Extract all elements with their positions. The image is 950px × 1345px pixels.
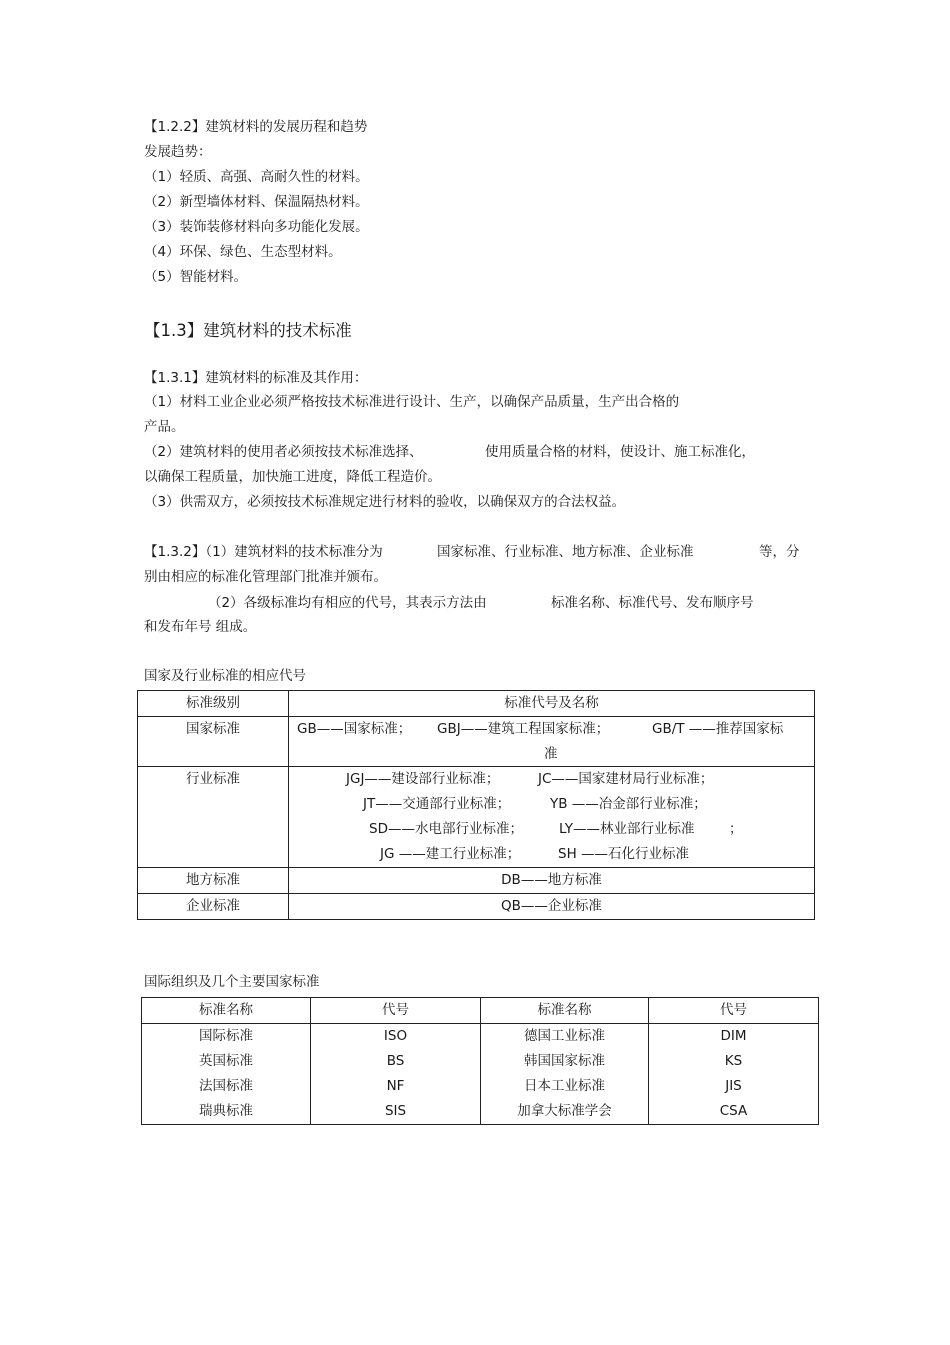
table-cell: 日本工业标准 bbox=[481, 1074, 649, 1099]
codes-cell bbox=[289, 767, 815, 868]
code-text: JG ——建工行业标准； bbox=[380, 846, 521, 862]
section-131-title: 【1.3.1】建筑材料的标准及其作用： bbox=[144, 370, 368, 386]
code-text: SD——水电部行业标准； bbox=[369, 821, 523, 837]
section-132-l3a: （2）各级标准均有相应的代号，其表示方法由 bbox=[208, 595, 487, 611]
table-cell: DIM bbox=[649, 1024, 819, 1050]
table2-caption: 国际组织及几个主要国家标准 bbox=[144, 974, 320, 990]
table-row bbox=[138, 717, 815, 767]
table-cell: 瑞典标准 bbox=[142, 1099, 311, 1125]
section-122-title: 【1.2.2】建筑材料的发展历程和趋势 bbox=[144, 119, 368, 135]
table-row bbox=[138, 868, 815, 894]
table-header-cell: 标准代号及名称 bbox=[289, 691, 815, 717]
table-cell: SIS bbox=[311, 1099, 481, 1125]
code-text: GB/T ——推荐国家标 bbox=[652, 721, 784, 737]
code-text: SH ——石化行业标准 bbox=[558, 846, 690, 862]
table-cell: 韩国国家标准 bbox=[481, 1049, 649, 1074]
table-row bbox=[142, 1049, 819, 1074]
level-cell: 企业标准 bbox=[138, 894, 289, 920]
section-131-p1-line2: 产品。 bbox=[144, 419, 185, 435]
trend-item: （5）智能材料。 bbox=[144, 269, 248, 285]
section-122-subtitle: 发展趋势： bbox=[144, 144, 212, 160]
table-row bbox=[138, 767, 815, 868]
table-row bbox=[142, 1099, 819, 1125]
level-cell: 国家标准 bbox=[138, 717, 289, 767]
codes-cell bbox=[289, 717, 815, 767]
level-cell: 行业标准 bbox=[138, 767, 289, 868]
table-cell: JIS bbox=[649, 1074, 819, 1099]
code-text: GB——国家标准； bbox=[297, 721, 412, 737]
table-row bbox=[138, 894, 815, 920]
section-13-heading: 【1.3】建筑材料的技术标准 bbox=[144, 321, 352, 340]
section-132-l4: 和发布年号 组成。 bbox=[144, 619, 257, 635]
code-text: JT——交通部行业标准； bbox=[363, 796, 511, 812]
codes-cell: DB——地方标准 bbox=[289, 868, 815, 894]
table1-caption: 国家及行业标准的相应代号 bbox=[144, 668, 306, 684]
trend-item: （2）新型墙体材料、保温隔热材料。 bbox=[144, 194, 369, 210]
table-cell: ISO bbox=[311, 1024, 481, 1050]
table-cell: BS bbox=[311, 1049, 481, 1074]
level-cell: 地方标准 bbox=[138, 868, 289, 894]
section-131-p3: （3）供需双方，必须按技术标准规定进行材料的验收，以确保双方的合法权益。 bbox=[144, 494, 626, 510]
table-header-cell: 标准名称 bbox=[142, 998, 311, 1024]
table-header-cell: 标准级别 bbox=[138, 691, 289, 717]
section-132-l1b: 国家标准、行业标准、地方标准、企业标准 bbox=[437, 544, 694, 560]
code-text: 准 bbox=[544, 746, 558, 762]
code-text: JGJ——建设部行业标准； bbox=[346, 771, 500, 787]
section-131-p1-line1: （1）材料工业企业必须严格按技术标准进行设计、生产，以确保产品质量，生产出合格的 bbox=[144, 394, 680, 410]
code-text: ； bbox=[729, 821, 743, 837]
table-cell: 加拿大标准学会 bbox=[481, 1099, 649, 1125]
section-131-p2-line1a: （2）建筑材料的使用者必须按技术标准选择、 bbox=[144, 444, 423, 460]
table-header-cell: 代号 bbox=[649, 998, 819, 1024]
table-cell: 国际标准 bbox=[142, 1024, 311, 1050]
code-text: YB ——冶金部行业标准； bbox=[550, 796, 707, 812]
table-header-cell: 标准名称 bbox=[481, 998, 649, 1024]
code-text: LY——林业部行业标准 bbox=[559, 821, 695, 837]
trend-item: （1）轻质、高强、高耐久性的材料。 bbox=[144, 169, 369, 185]
section-132-l1c: 等，分 bbox=[759, 544, 800, 560]
table-cell: CSA bbox=[649, 1099, 819, 1125]
table-cell: 英国标准 bbox=[142, 1049, 311, 1074]
section-132-l3b: 标准名称、标准代号、发布顺序号 bbox=[551, 595, 754, 611]
section-131-p2-line1b: 使用质量合格的材料，使设计、施工标准化， bbox=[485, 444, 755, 460]
national-industry-standards-table bbox=[137, 690, 815, 920]
code-text: GBJ——建筑工程国家标准； bbox=[437, 721, 610, 737]
table-cell: 法国标准 bbox=[142, 1074, 311, 1099]
table-row bbox=[142, 1024, 819, 1050]
code-text: JC——国家建材局行业标准； bbox=[538, 771, 714, 787]
section-132-l2: 别由相应的标准化管理部门批准并颁布。 bbox=[144, 569, 387, 585]
table-header-cell: 代号 bbox=[311, 998, 481, 1024]
international-standards-table bbox=[141, 997, 819, 1125]
section-131-p2-line2: 以确保工程质量，加快施工进度，降低工程造价。 bbox=[144, 469, 441, 485]
table-cell: 德国工业标准 bbox=[481, 1024, 649, 1050]
table-cell: NF bbox=[311, 1074, 481, 1099]
table-row bbox=[142, 1074, 819, 1099]
trend-item: （3）装饰装修材料向多功能化发展。 bbox=[144, 219, 369, 235]
trend-item: （4）环保、绿色、生态型材料。 bbox=[144, 244, 342, 260]
codes-cell: QB——企业标准 bbox=[289, 894, 815, 920]
table-cell: KS bbox=[649, 1049, 819, 1074]
section-132-l1a: 【1.3.2】（1）建筑材料的技术标准分为 bbox=[144, 544, 383, 560]
